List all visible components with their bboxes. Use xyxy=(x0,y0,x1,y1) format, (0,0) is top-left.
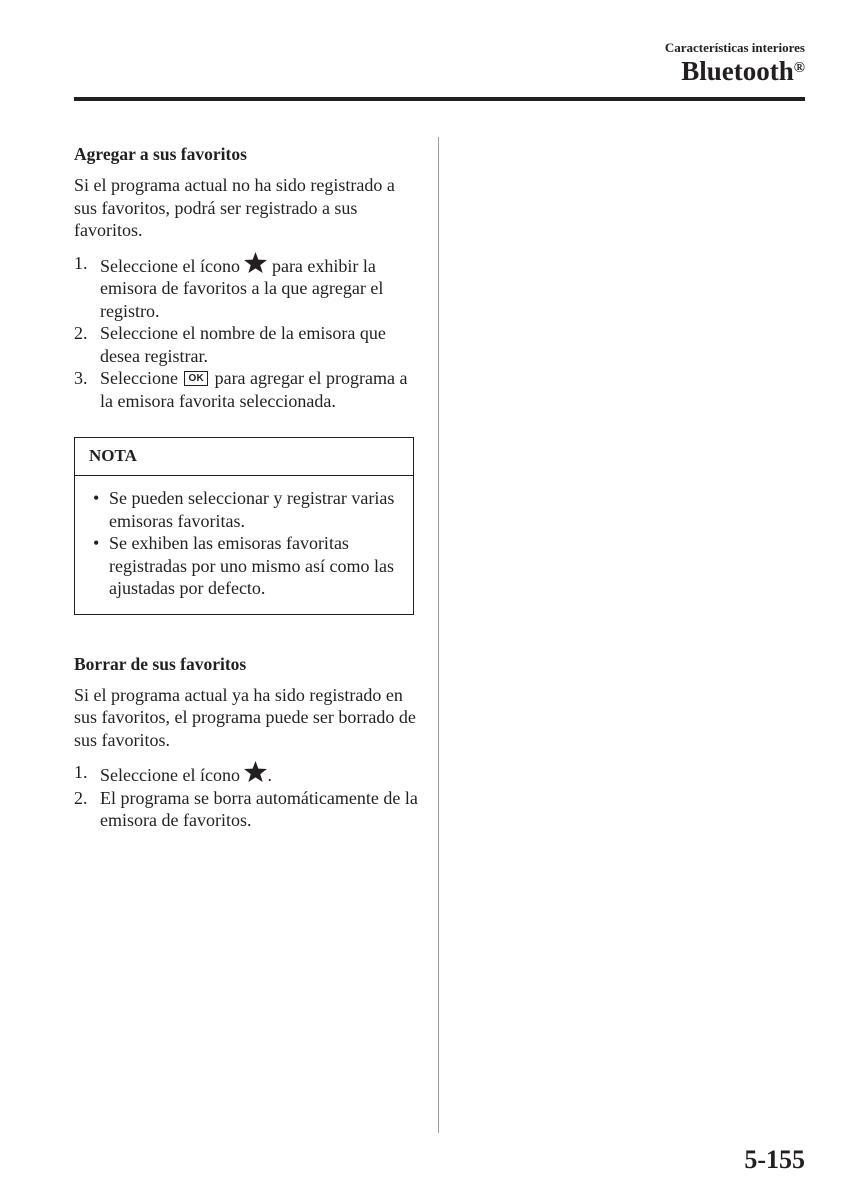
add-step-3 xyxy=(74,367,419,412)
registered-mark: ® xyxy=(793,60,805,76)
note-title: NOTA xyxy=(75,438,413,476)
add-step-1 xyxy=(74,252,419,323)
delete-favorites-section xyxy=(74,653,419,832)
add-favorites-section xyxy=(74,143,419,412)
add-step-2 xyxy=(74,322,419,367)
note-item xyxy=(89,532,399,600)
delete-favorites-intro: Si el programa actual ya ha sido registrado en sus favoritos, el programa puede ser borrado de sus favoritos. xyxy=(74,684,416,750)
delete-favorites-heading: Borrar de sus favoritos xyxy=(74,653,247,674)
step-number: 2. xyxy=(74,323,88,343)
delete-favorites-steps xyxy=(74,761,419,832)
step-number: 1. xyxy=(74,252,88,273)
step-number: 1. xyxy=(74,762,88,782)
delete-step-2 xyxy=(74,787,419,832)
step-number: 2. xyxy=(74,787,88,808)
running-header-title xyxy=(681,54,805,88)
add-favorites-intro: Si el programa actual no ha sido registrado a sus favoritos, podrá ser registrado a sus favoritos. xyxy=(74,175,395,240)
star-icon xyxy=(244,252,267,273)
delete-step-1 xyxy=(74,761,419,787)
note-item-text: Se exhiben las emisoras favoritas registradas por uno mismo así como las ajustadas por defecto. xyxy=(109,533,394,598)
star-icon xyxy=(244,761,267,782)
running-header-section: Características interiores xyxy=(664,40,805,55)
bullet-icon: • xyxy=(93,488,100,508)
add-favorites-steps xyxy=(74,252,419,413)
step-text-after: . xyxy=(267,765,272,785)
step-text-before: Seleccione el ícono xyxy=(100,765,240,785)
note-list xyxy=(89,487,399,600)
step-text-before: Seleccione xyxy=(100,368,178,388)
step-text: El programa se borra automáticamente de la emisora de favoritos. xyxy=(100,787,418,830)
note-box xyxy=(74,437,414,615)
step-text-before: Seleccione el ícono xyxy=(100,255,240,276)
bullet-icon: • xyxy=(93,533,100,553)
step-text-after: para exhibir la emisora de favoritos a la que agregar el registro. xyxy=(100,255,384,321)
note-body xyxy=(75,476,413,614)
note-item xyxy=(89,487,399,532)
step-number: 3. xyxy=(74,368,88,388)
note-item-text: Se pueden seleccionar y registrar varias emisoras favoritas. xyxy=(109,488,395,531)
step-text-after: para agregar el programa a la emisora favorita seleccionada. xyxy=(100,368,408,411)
left-column xyxy=(74,143,419,832)
add-favorites-heading: Agregar a sus favoritos xyxy=(74,144,247,164)
column-divider xyxy=(438,137,439,1133)
header-rule xyxy=(74,97,805,101)
step-text: Seleccione el nombre de la emisora que desea registrar. xyxy=(100,323,386,366)
header-title-text: Bluetooth xyxy=(681,56,794,86)
ok-button-icon: OK xyxy=(184,371,208,386)
page-number: 5-155 xyxy=(744,1145,805,1174)
